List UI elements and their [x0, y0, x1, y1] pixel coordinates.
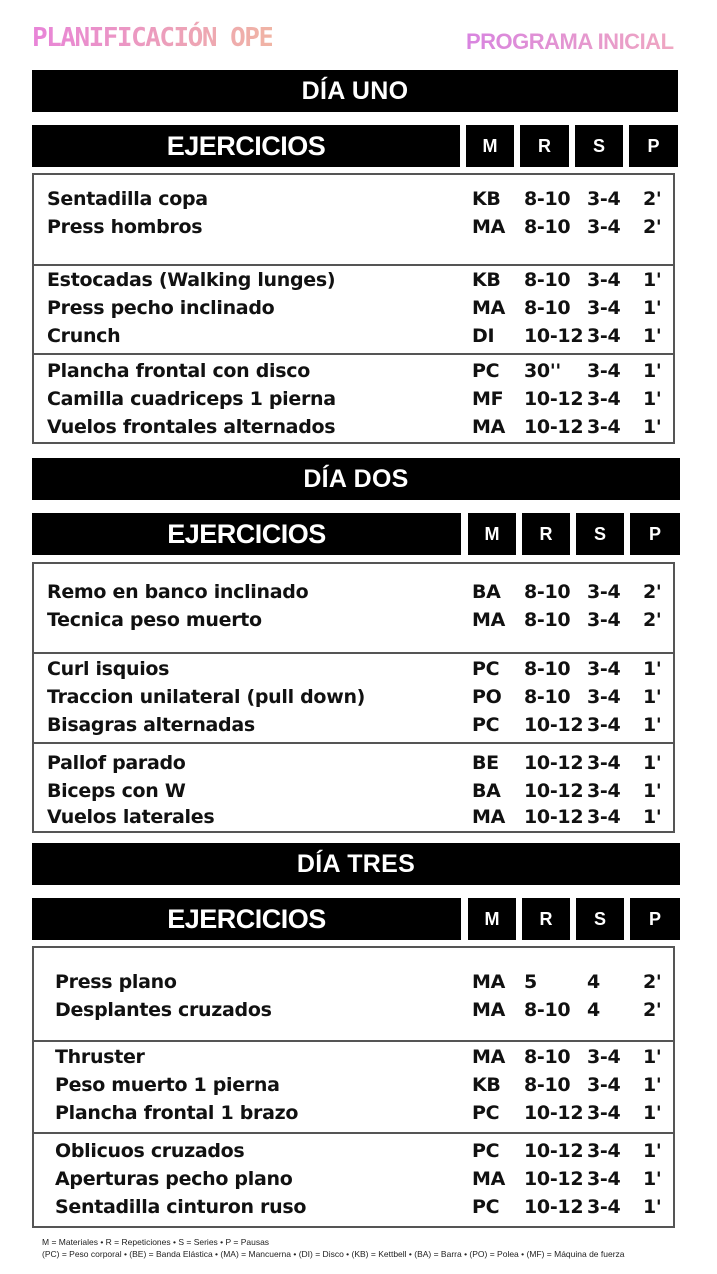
exercise-pause: 1' — [643, 297, 662, 319]
exercise-material: DI — [472, 325, 495, 347]
exercise-pause: 1' — [643, 806, 662, 828]
exercise-row — [34, 804, 673, 830]
exercise-reps: 10-12 — [524, 806, 584, 828]
day-one-table — [32, 173, 675, 444]
column-header-p: P — [630, 898, 680, 940]
exercise-pause: 1' — [643, 714, 662, 736]
exercise-name: Plancha frontal con disco — [47, 360, 310, 382]
exercise-sets: 3-4 — [587, 1168, 621, 1190]
exercise-name: Press pecho inclinado — [47, 297, 275, 319]
exercise-pause: 1' — [643, 686, 662, 708]
exercise-material: KB — [472, 188, 501, 210]
day-one-title: DÍA UNO — [32, 70, 678, 112]
exercise-pause: 1' — [643, 360, 662, 382]
exercise-row — [34, 1194, 673, 1220]
column-header-p: P — [630, 513, 680, 555]
exercise-pause: 2' — [643, 581, 662, 603]
exercise-name: Press hombros — [47, 216, 203, 238]
exercise-row — [34, 997, 673, 1023]
exercise-material: BA — [472, 780, 501, 802]
exercise-material: KB — [472, 1074, 501, 1096]
exercise-row — [34, 656, 673, 682]
exercise-sets: 3-4 — [587, 714, 621, 736]
group-divider — [34, 1132, 673, 1134]
exercise-row — [34, 267, 673, 293]
exercise-sets: 3-4 — [587, 188, 621, 210]
exercises-header: EJERCICIOS — [32, 125, 460, 167]
exercise-sets: 3-4 — [587, 1074, 621, 1096]
exercise-reps: 10-12 — [524, 1140, 584, 1162]
exercise-material: MA — [472, 1046, 506, 1068]
exercise-name: Sentadilla cinturon ruso — [55, 1196, 307, 1218]
exercise-sets: 3-4 — [587, 806, 621, 828]
exercise-reps: 8-10 — [524, 686, 571, 708]
exercise-sets: 3-4 — [587, 686, 621, 708]
exercise-row — [34, 778, 673, 804]
exercise-row — [34, 969, 673, 995]
exercise-name: Tecnica peso muerto — [47, 609, 262, 631]
day-three-title: DÍA TRES — [32, 843, 680, 885]
exercise-pause: 1' — [643, 388, 662, 410]
exercise-row — [34, 1138, 673, 1164]
exercise-row — [34, 684, 673, 710]
exercise-row — [34, 386, 673, 412]
exercise-reps: 8-10 — [524, 999, 571, 1021]
exercise-name: Remo en banco inclinado — [47, 581, 309, 603]
program-title: PROGRAMA INICIAL — [466, 26, 681, 58]
page-title: PLANIFICACIÓN OPEN GYM — [32, 18, 272, 58]
exercise-row — [34, 323, 673, 349]
exercise-sets: 4 — [587, 971, 600, 993]
exercise-name: Bisagras alternadas — [47, 714, 255, 736]
exercise-pause: 1' — [643, 752, 662, 774]
day-two-table — [32, 562, 675, 833]
exercise-material: MA — [472, 297, 506, 319]
exercise-sets: 4 — [587, 999, 600, 1021]
exercise-reps: 10-12 — [524, 1102, 584, 1124]
exercise-name: Biceps con W — [47, 780, 186, 802]
exercise-sets: 3-4 — [587, 1196, 621, 1218]
exercise-name: Traccion unilateral (pull down) — [47, 686, 366, 708]
exercise-reps: 10-12 — [524, 752, 584, 774]
exercise-name: Peso muerto 1 pierna — [55, 1074, 280, 1096]
exercise-reps: 10-12 — [524, 388, 584, 410]
exercise-name: Plancha frontal 1 brazo — [55, 1102, 299, 1124]
column-header-r: R — [522, 898, 570, 940]
exercise-name: Vuelos frontales alternados — [47, 416, 336, 438]
exercise-material: MA — [472, 416, 506, 438]
exercise-material: MA — [472, 1168, 506, 1190]
exercise-reps: 10-12 — [524, 714, 584, 736]
column-header-p: P — [629, 125, 678, 167]
exercise-reps: 8-10 — [524, 581, 571, 603]
exercise-row — [34, 1100, 673, 1126]
exercise-sets: 3-4 — [587, 388, 621, 410]
exercise-name: Curl isquios — [47, 658, 170, 680]
exercise-sets: 3-4 — [587, 360, 621, 382]
exercise-sets: 3-4 — [587, 1046, 621, 1068]
exercise-material: MA — [472, 609, 506, 631]
exercise-name: Estocadas (Walking lunges) — [47, 269, 336, 291]
exercise-row — [34, 358, 673, 384]
exercise-material: BA — [472, 581, 501, 603]
exercise-name: Crunch — [47, 325, 121, 347]
exercise-sets: 3-4 — [587, 609, 621, 631]
column-header-s: S — [576, 513, 624, 555]
exercise-row — [34, 1166, 673, 1192]
exercise-pause: 1' — [643, 1168, 662, 1190]
exercise-material: MA — [472, 999, 506, 1021]
column-header-s: S — [576, 898, 624, 940]
exercise-reps: 8-10 — [524, 1046, 571, 1068]
exercise-sets: 3-4 — [587, 325, 621, 347]
exercise-pause: 1' — [643, 416, 662, 438]
exercise-row — [34, 750, 673, 776]
exercise-sets: 3-4 — [587, 658, 621, 680]
legend-materials: (PC) = Peso corporal • (BE) = Banda Elástica • (MA) = Mancuerna • (DI) = Disco • (KB) = Kettbell • (BA) = Barra • (PO) = Polea • (MF) = Máquina de fuerza — [42, 1249, 625, 1259]
exercise-sets: 3-4 — [587, 416, 621, 438]
exercise-name: Press plano — [55, 971, 177, 993]
exercise-material: MA — [472, 806, 506, 828]
exercise-name: Oblicuos cruzados — [55, 1140, 245, 1162]
column-header-r: R — [520, 125, 569, 167]
exercise-row — [34, 579, 673, 605]
exercise-reps: 8-10 — [524, 609, 571, 631]
exercise-name: Sentadilla copa — [47, 188, 208, 210]
exercise-pause: 2' — [643, 971, 662, 993]
exercise-sets: 3-4 — [587, 1102, 621, 1124]
exercise-name: Camilla cuadriceps 1 pierna — [47, 388, 336, 410]
exercise-name: Desplantes cruzados — [55, 999, 272, 1021]
exercise-material: MA — [472, 216, 506, 238]
exercise-reps: 10-12 — [524, 1196, 584, 1218]
group-divider — [34, 742, 673, 744]
exercise-reps: 10-12 — [524, 325, 584, 347]
exercise-material: PC — [472, 1102, 500, 1124]
exercise-pause: 1' — [643, 780, 662, 802]
exercise-reps: 10-12 — [524, 416, 584, 438]
exercise-reps: 30'' — [524, 360, 561, 382]
exercise-material: PC — [472, 360, 500, 382]
exercise-reps: 8-10 — [524, 658, 571, 680]
exercise-material: MA — [472, 971, 506, 993]
exercise-sets: 3-4 — [587, 216, 621, 238]
exercise-reps: 10-12 — [524, 1168, 584, 1190]
exercise-row — [34, 712, 673, 738]
exercise-reps: 8-10 — [524, 188, 571, 210]
exercise-reps: 8-10 — [524, 269, 571, 291]
exercise-pause: 2' — [643, 609, 662, 631]
exercise-row — [34, 186, 673, 212]
exercise-pause: 2' — [643, 216, 662, 238]
exercise-reps: 10-12 — [524, 780, 584, 802]
exercise-sets: 3-4 — [587, 297, 621, 319]
exercises-header: EJERCICIOS — [32, 898, 461, 940]
legend-abbreviations: M = Materiales • R = Repeticiones • S = Series • P = Pausas — [42, 1237, 270, 1247]
exercise-name: Vuelos laterales — [47, 806, 215, 828]
column-header-s: S — [575, 125, 623, 167]
exercise-material: PO — [472, 686, 502, 708]
exercise-material: PC — [472, 1140, 500, 1162]
exercise-sets: 3-4 — [587, 780, 621, 802]
exercise-material: PC — [472, 1196, 500, 1218]
exercise-row — [34, 607, 673, 633]
exercise-material: PC — [472, 658, 500, 680]
exercise-sets: 3-4 — [587, 752, 621, 774]
exercise-name: Pallof parado — [47, 752, 186, 774]
exercise-name: Thruster — [55, 1046, 145, 1068]
exercise-pause: 2' — [643, 999, 662, 1021]
exercises-header: EJERCICIOS — [32, 513, 461, 555]
group-divider — [34, 652, 673, 654]
exercise-reps: 5 — [524, 971, 537, 993]
group-divider — [34, 353, 673, 355]
exercise-reps: 8-10 — [524, 297, 571, 319]
exercise-pause: 1' — [643, 1074, 662, 1096]
exercise-material: BE — [472, 752, 499, 774]
exercise-pause: 1' — [643, 1102, 662, 1124]
column-header-m: M — [468, 513, 516, 555]
exercise-material: KB — [472, 269, 501, 291]
exercise-pause: 1' — [643, 658, 662, 680]
day-two-title: DÍA DOS — [32, 458, 680, 500]
exercise-sets: 3-4 — [587, 1140, 621, 1162]
exercise-pause: 1' — [643, 1140, 662, 1162]
exercise-reps: 8-10 — [524, 216, 571, 238]
group-divider — [34, 264, 673, 266]
exercise-name: Aperturas pecho plano — [55, 1168, 293, 1190]
exercise-material: PC — [472, 714, 500, 736]
exercise-row — [34, 1072, 673, 1098]
exercise-pause: 1' — [643, 269, 662, 291]
exercise-pause: 1' — [643, 325, 662, 347]
column-header-m: M — [468, 898, 516, 940]
exercise-pause: 1' — [643, 1046, 662, 1068]
exercise-row — [34, 414, 673, 440]
exercise-pause: 1' — [643, 1196, 662, 1218]
exercise-row — [34, 295, 673, 321]
exercise-pause: 2' — [643, 188, 662, 210]
exercise-sets: 3-4 — [587, 581, 621, 603]
day-three-table — [32, 946, 675, 1228]
group-divider — [34, 1040, 673, 1042]
exercise-reps: 8-10 — [524, 1074, 571, 1096]
exercise-row — [34, 214, 673, 240]
column-header-r: R — [522, 513, 570, 555]
exercise-row — [34, 1044, 673, 1070]
exercise-sets: 3-4 — [587, 269, 621, 291]
exercise-material: MF — [472, 388, 504, 410]
column-header-m: M — [466, 125, 514, 167]
